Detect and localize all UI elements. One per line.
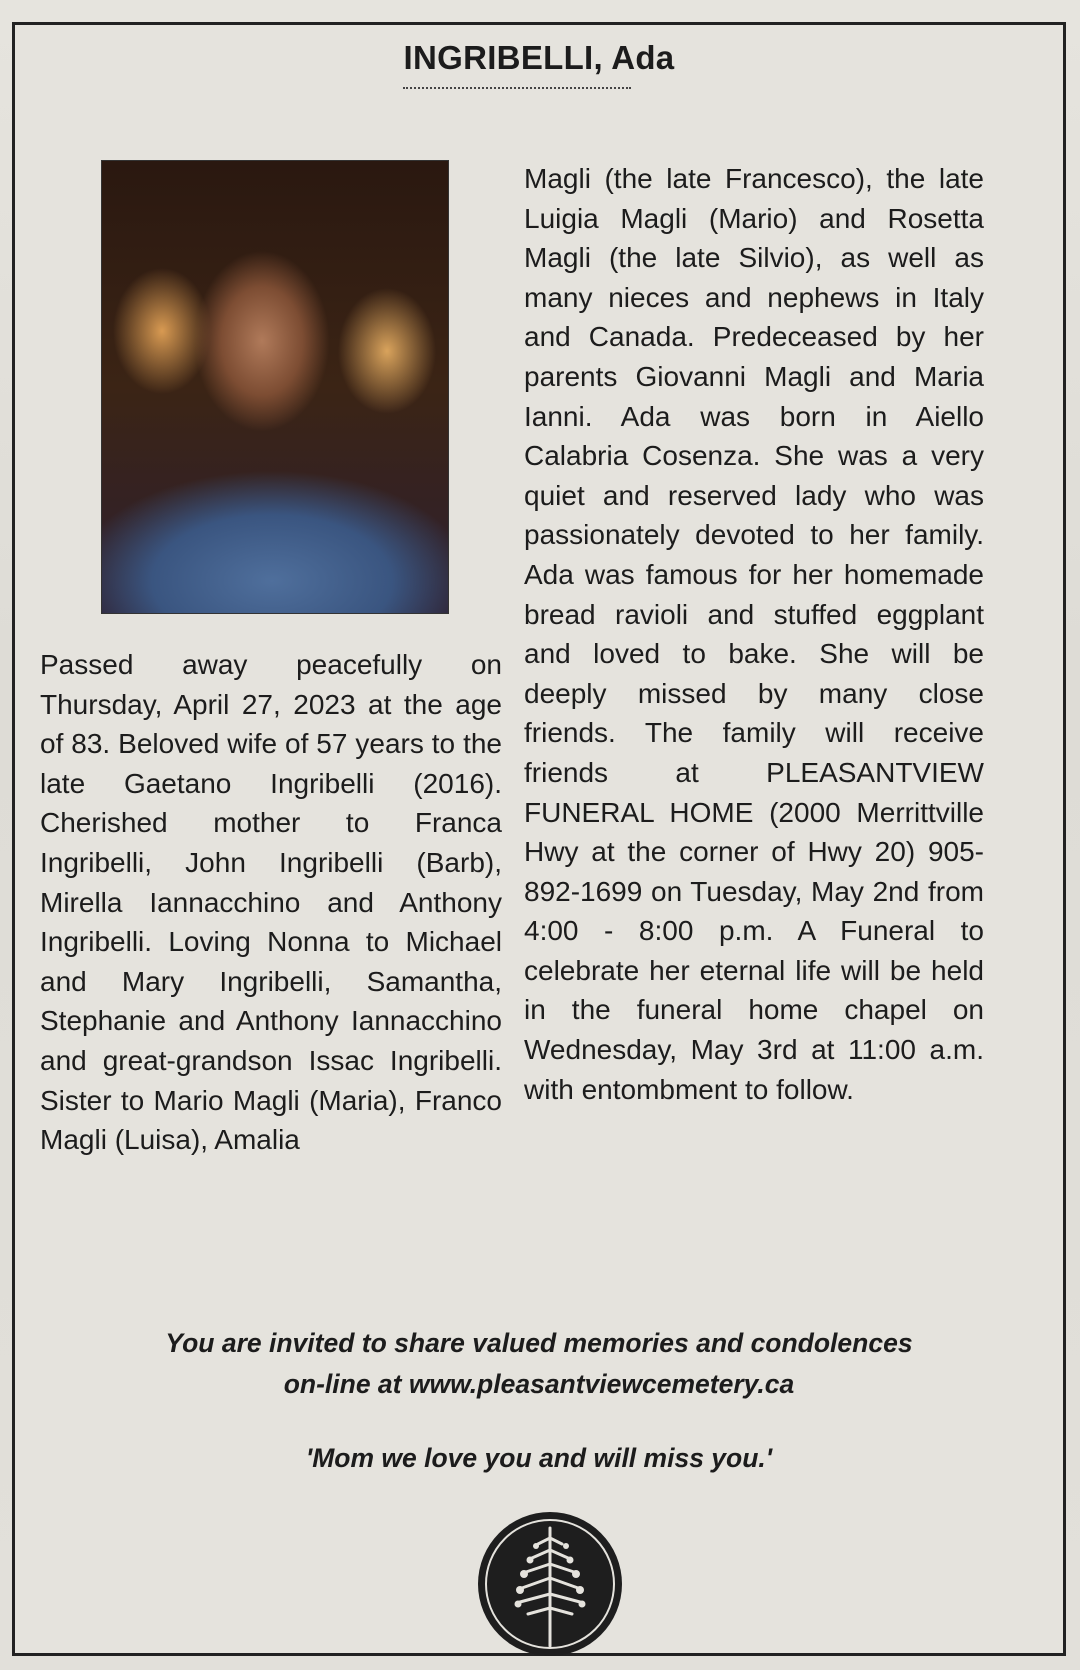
invite-line-2: on-line at www.pleasantviewcemetery.ca (283, 1369, 795, 1399)
tree-logo-icon (476, 1510, 624, 1658)
obituary-left-column (40, 645, 502, 1160)
obituary-text-left: Passed away peacefully on Thursday, April 27, 2023 at the age of 83. Beloved wife of 57 years to the late Gaetano Ingribelli (2016). Cherished mother to Franca Ingribelli, John Ingribelli (Barb), Mirella Iannacchino and Anthony Ingribelli. Loving Nonna to Michael and Mary Ingribelli, Samantha, Stephanie and Anthony Iannacchino and great-grandson Issac Ingribelli. Sister to Mario Magli (Maria), Franco Magli (Luisa), Amalia (40, 649, 502, 1156)
closing-quote: 'Mom we love you and will miss you.' (305, 1443, 773, 1473)
invite-line-1: You are invited to share valued memories and condolences (165, 1328, 913, 1358)
obituary-title: INGRIBELLI, Ada (403, 39, 675, 76)
title-underline (403, 87, 631, 89)
obituary-text-right: Magli (the late Francesco), the late Luigia Magli (Mario) and Rosetta Magli (the late Silvio), as well as many nieces and nephews in Italy and Canada. Predeceased by her parents Giovanni Magli and Maria Ianni. Ada was born in Aiello Calabria Cosenza. She was a very quiet and reserved lady who was passionately devoted to her family. Ada was famous for her homemade bread ravioli and stuffed eggplant and loved to bake. She will be deeply missed by many close friends. The family will receive friends at PLEASANTVIEW FUNERAL HOME (2000 Merrittville Hwy at the corner of Hwy 20) 905-892-1699 on Tuesday, May 2nd from 4:00 - 8:00 p.m. A Funeral to celebrate her eternal life will be held in the funeral home chapel on Wednesday, May 3rd at 11:00 a.m. with entombment to follow. (524, 163, 984, 1105)
condolence-invitation (15, 1323, 1063, 1405)
obituary-right-column (524, 159, 984, 1109)
portrait-photo (101, 160, 449, 614)
obituary-frame (12, 22, 1066, 1656)
